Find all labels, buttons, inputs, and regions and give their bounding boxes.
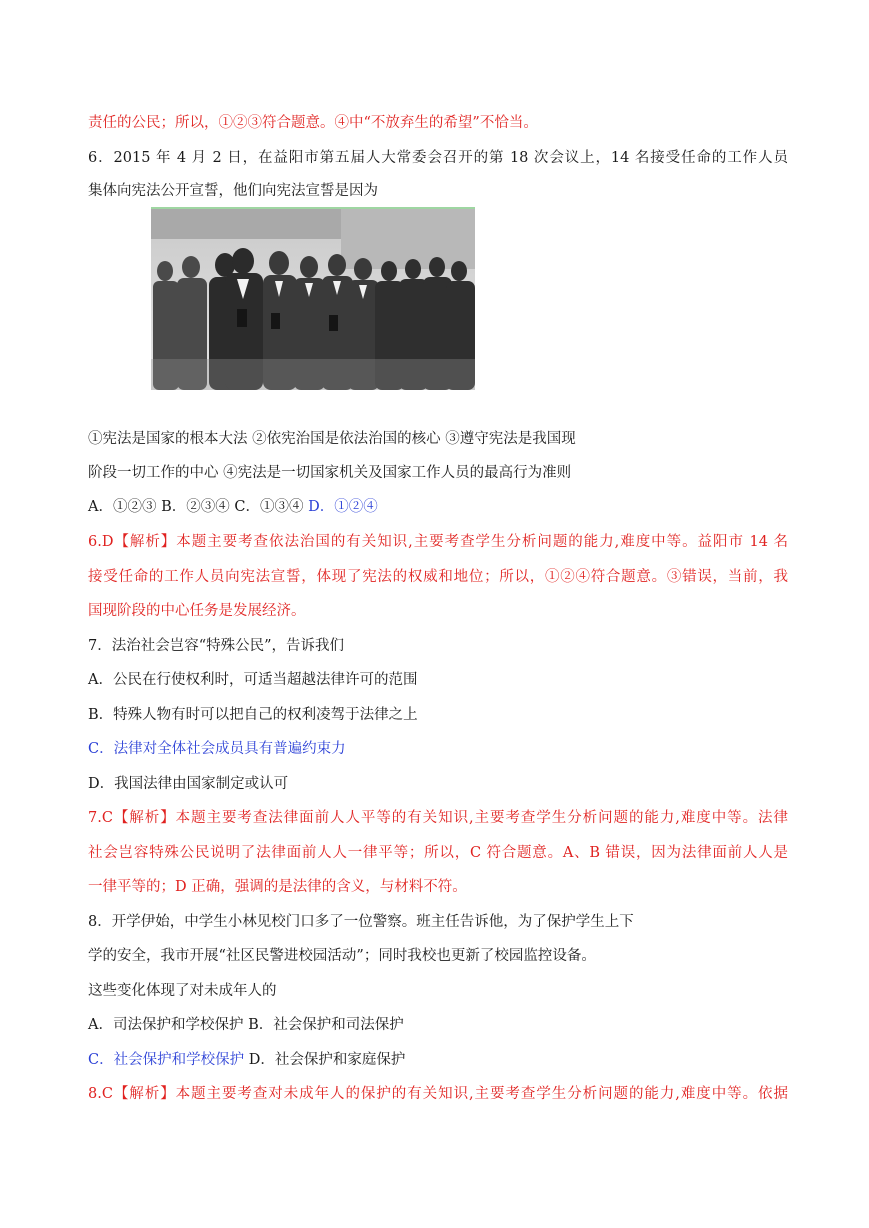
answer-7-line-3: 一律平等的；D 正确，强调的是法律的含义，与材料不符。 <box>88 879 467 895</box>
answer-5-tail: 责任的公民；所以，①②③符合题意。④中“不放弃生的希望”不恰当。 <box>88 115 538 131</box>
question-6-correct-choice: D．①②④ <box>308 499 378 515</box>
oath-ceremony-photo-drawing <box>151 209 475 390</box>
answer-6-line-2: 接受任命的工作人员向宪法宣誓，体现了宪法的权威和地位；所以，①②④符合题意。③错误，当前，我 <box>88 569 788 585</box>
question-7-choice-c-correct: C．法律对全体社会成员具有普遍约束力 <box>88 741 346 757</box>
question-8-choice-d: D．社会保护和家庭保护 <box>244 1052 406 1068</box>
question-8-correct-choice: C．社会保护和学校保护 <box>88 1052 245 1068</box>
question-8-stem-line-1: 8．开学伊始，中学生小林见校门口多了一位警察。班主任告诉他，为了保护学生上下 <box>88 914 634 930</box>
answer-8-line-1: 8.C【解析】本题主要考查对未成年人的保护的有关知识,主要考查学生分析问题的能力,难度中等。依据 <box>88 1086 788 1102</box>
question-6-choices-abc: A．①②③ B．②③④ C．①③④ <box>88 499 309 515</box>
answer-7-line-2: 社会岂容特殊公民说明了法律面前人人一律平等；所以，C 符合题意。A、B 错误，因为法律面前人人是 <box>88 845 788 861</box>
question-7-choice-d: D．我国法律由国家制定或认可 <box>88 776 289 792</box>
question-6-stem-line-1: 6．2015 年 4 月 2 日，在益阳市第五届人大常委会召开的第 18 次会议上，14 名接受任命的工作人员 <box>88 150 788 166</box>
question-8-choices-ab: A．司法保护和学校保护 B．社会保护和司法保护 <box>88 1017 404 1033</box>
question-6-statements-line-2: 阶段一切工作的中心 ④宪法是一切国家机关及国家工作人员的最高行为准则 <box>88 465 572 481</box>
question-6-stem-line-2: 集体向宪法公开宣誓，他们向宪法宣誓是因为 <box>88 183 378 199</box>
answer-6-line-1: 6.D【解析】本题主要考查依法治国的有关知识,主要考查学生分析问题的能力,难度中等。益阳市 14 名 <box>88 534 788 550</box>
question-6-statements-line-1: ①宪法是国家的根本大法 ②依宪治国是依法治国的核心 ③遵守宪法是我国现 <box>88 431 576 447</box>
question-8-stem-line-3: 这些变化体现了对未成年人的 <box>88 983 277 999</box>
question-8-choices-cd <box>88 1050 788 1070</box>
answer-6-line-3: 国现阶段的中心任务是发展经济。 <box>88 603 306 619</box>
answer-7-line-1: 7.C【解析】本题主要考查法律面前人人平等的有关知识,主要考查学生分析问题的能力,难度中等。法律 <box>88 810 788 826</box>
question-7-choice-b: B．特殊人物有时可以把自己的权利凌驾于法律之上 <box>88 707 418 723</box>
oath-ceremony-photo <box>151 207 475 390</box>
question-7-choice-a: A．公民在行使权利时，可适当超越法律许可的范围 <box>88 672 418 688</box>
question-7-stem: 7．法治社会岂容“特殊公民”，告诉我们 <box>88 638 345 654</box>
question-8-stem-line-2: 学的安全，我市开展“社区民警进校园活动”；同时我校也更新了校园监控设备。 <box>88 948 596 964</box>
question-6-choices <box>88 497 788 517</box>
